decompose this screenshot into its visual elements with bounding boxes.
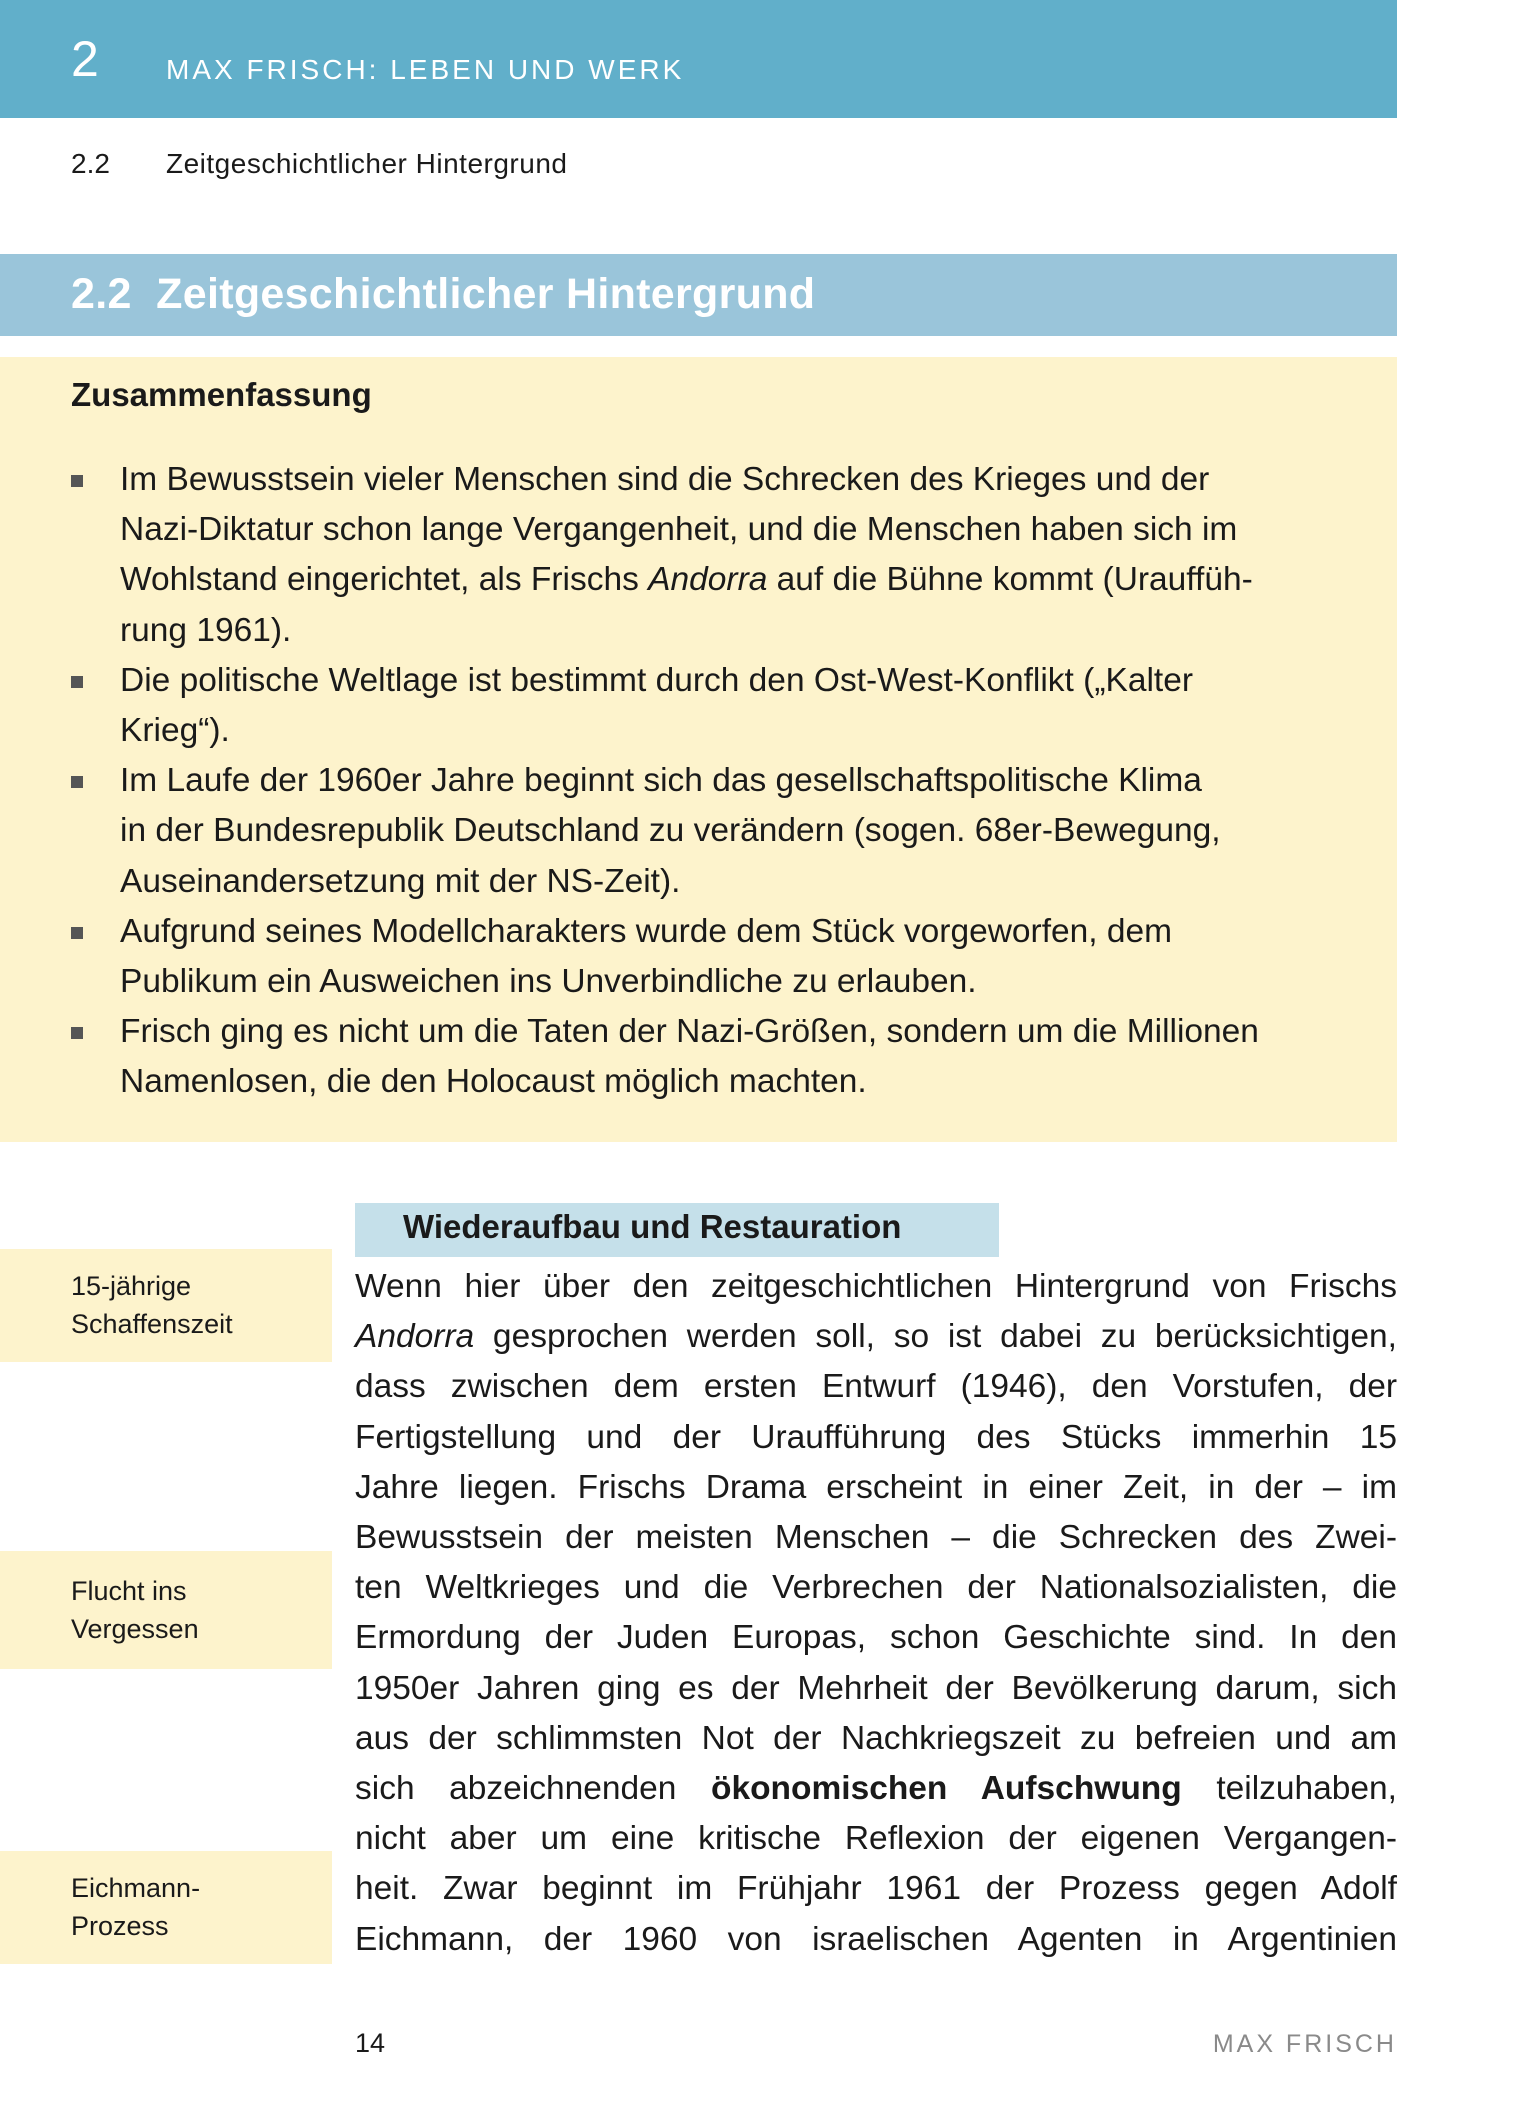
- summary-bullet-list: [0, 455, 1397, 1108]
- bullet-line: [120, 505, 1377, 555]
- bullet-line: [120, 756, 1377, 806]
- bullet-line: [120, 907, 1377, 957]
- square-bullet-icon: [71, 475, 83, 487]
- bullet-line: [120, 806, 1377, 856]
- text-segment: Im Laufe der 1960er Jahre beginnt sich das gesellschaftspolitische Klima: [120, 762, 1202, 800]
- text-segment: in der Bundesrepublik Deutschland zu verändern (sogen. 68er-Bewegung,: [120, 812, 1221, 850]
- text-segment: Publikum ein Ausweichen ins Unverbindliche zu erlauben.: [120, 963, 977, 1001]
- chapter-title: MAX FRISCH: LEBEN UND WERK: [166, 54, 685, 85]
- margin-note: [0, 1551, 332, 1669]
- text-segment: Bewusstsein der meisten Menschen – die Schrecken des Zwei-: [355, 1519, 1397, 1557]
- bullet-line: [120, 656, 1377, 706]
- footer-title: MAX FRISCH: [1212, 2030, 1397, 2058]
- body-line: [355, 1714, 1397, 1764]
- bullet-line: [120, 706, 1377, 756]
- text-segment: rung 1961).: [120, 611, 292, 649]
- text-segment: 1950er Jahren ging es der Mehrheit der Bevölkerung darum, sich: [355, 1669, 1397, 1707]
- margin-note-text: 15-jährige: [71, 1271, 192, 1301]
- text-segment: aus der schlimmsten Not der Nachkriegszeit zu befreien und am: [355, 1719, 1397, 1757]
- margin-note: [0, 1249, 332, 1362]
- body-line: [355, 1764, 1397, 1814]
- text-segment: teilzuhaben,: [1181, 1770, 1397, 1808]
- running-head-title: Zeitgeschichtlicher Hintergrund: [166, 148, 568, 179]
- text-segment: auf die Bühne kommt (Urauffüh-: [767, 561, 1253, 599]
- summary-heading: Zusammenfassung: [71, 376, 372, 413]
- body-line: [355, 1664, 1397, 1714]
- summary-bullet: [0, 907, 1397, 1007]
- section-title: 2.2 Zeitgeschichtlicher Hintergrund: [71, 270, 816, 318]
- margin-note-text: Vergessen: [71, 1614, 199, 1644]
- square-bullet-icon: [71, 927, 83, 939]
- text-segment: Ermordung der Juden Europas, schon Geschichte sind. In den: [355, 1619, 1397, 1657]
- body-line: [355, 1262, 1397, 1312]
- subheading-title: Wiederaufbau und Restauration: [403, 1208, 902, 1245]
- summary-bullet: [0, 455, 1397, 656]
- margin-note-text: Flucht ins: [71, 1576, 187, 1606]
- bullet-line: [120, 1057, 1377, 1107]
- square-bullet-icon: [71, 1027, 83, 1039]
- margin-note-text: Eichmann-: [71, 1873, 201, 1903]
- summary-bullet: [0, 1007, 1397, 1107]
- text-segment: Namenlosen, die den Holocaust möglich machten.: [120, 1063, 867, 1101]
- body-line: [355, 1312, 1397, 1362]
- text-segment: Fertigstellung und der Uraufführung des Stücks immerhin 15: [355, 1418, 1397, 1456]
- bullet-line: [120, 606, 1377, 656]
- italic-text: Andorra: [355, 1318, 475, 1356]
- body-line: [355, 1463, 1397, 1513]
- body-line: [355, 1413, 1397, 1463]
- text-segment: Krieg“).: [120, 712, 230, 750]
- page-number: 14: [355, 2028, 386, 2058]
- body-line: [355, 1362, 1397, 1412]
- body-line: [355, 1563, 1397, 1613]
- bullet-line: [120, 957, 1377, 1007]
- text-segment: Wenn hier über den zeitgeschichtlichen Hintergrund von Frischs: [355, 1268, 1397, 1305]
- text-segment: Im Bewusstsein vieler Menschen sind die Schrecken des Krieges und der: [120, 461, 1210, 498]
- body-line: [355, 1513, 1397, 1563]
- text-segment: Eichmann, der 1960 von israelischen Agenten in Argentinien: [355, 1920, 1397, 1958]
- text-segment: gesprochen werden soll, so ist dabei zu berücksichtigen,: [474, 1318, 1397, 1356]
- bullet-line: [120, 1007, 1377, 1057]
- text-segment: Frisch ging es nicht um die Taten der Nazi-Größen, sondern um die Millionen: [120, 1013, 1259, 1051]
- bold-text: ökonomischen Aufschwung: [711, 1770, 1182, 1808]
- text-segment: Nazi-Diktatur schon lange Vergangenheit, und die Menschen haben sich im: [120, 511, 1238, 549]
- text-segment: Aufgrund seines Modellcharakters wurde dem Stück vorgeworfen, dem: [120, 912, 1173, 950]
- text-segment: Wohlstand eingerichtet, als Frischs: [120, 561, 649, 599]
- italic-text: Andorra: [648, 561, 768, 599]
- margin-note-text: Schaffenszeit: [71, 1309, 233, 1339]
- square-bullet-icon: [71, 676, 83, 688]
- summary-bullet: [0, 656, 1397, 756]
- bullet-line: [120, 455, 1377, 505]
- text-segment: Die politische Weltlage ist bestimmt durch den Ost-West-Konflikt („Kalter: [120, 661, 1193, 699]
- bullet-line: [120, 857, 1377, 907]
- text-segment: Auseinandersetzung mit der NS-Zeit).: [120, 862, 681, 900]
- text-segment: Jahre liegen. Frischs Drama erscheint in einer Zeit, in der – im: [355, 1468, 1397, 1506]
- text-segment: sich abzeichnenden: [355, 1770, 711, 1808]
- chapter-number: 2: [71, 31, 99, 87]
- margin-note-text: Prozess: [71, 1911, 169, 1941]
- margin-note: [0, 1851, 332, 1964]
- square-bullet-icon: [71, 776, 83, 788]
- running-head-number: 2.2: [71, 148, 110, 179]
- summary-bullet: [0, 756, 1397, 907]
- body-line: [355, 1814, 1397, 1864]
- body-line: [355, 1613, 1397, 1663]
- text-segment: ten Weltkrieges und die Verbrechen der Nationalsozialisten, die: [355, 1569, 1397, 1607]
- text-segment: dass zwischen dem ersten Entwurf (1946), den Vorstufen, der: [355, 1368, 1397, 1406]
- body-line: [355, 1864, 1397, 1914]
- text-segment: heit. Zwar beginnt im Frühjahr 1961 der Prozess gegen Adolf: [355, 1870, 1397, 1908]
- text-segment: nicht aber um eine kritische Reflexion der eigenen Vergangen-: [355, 1820, 1397, 1858]
- body-text: [355, 1262, 1397, 1965]
- body-line: [355, 1915, 1397, 1965]
- bullet-line: [120, 555, 1377, 605]
